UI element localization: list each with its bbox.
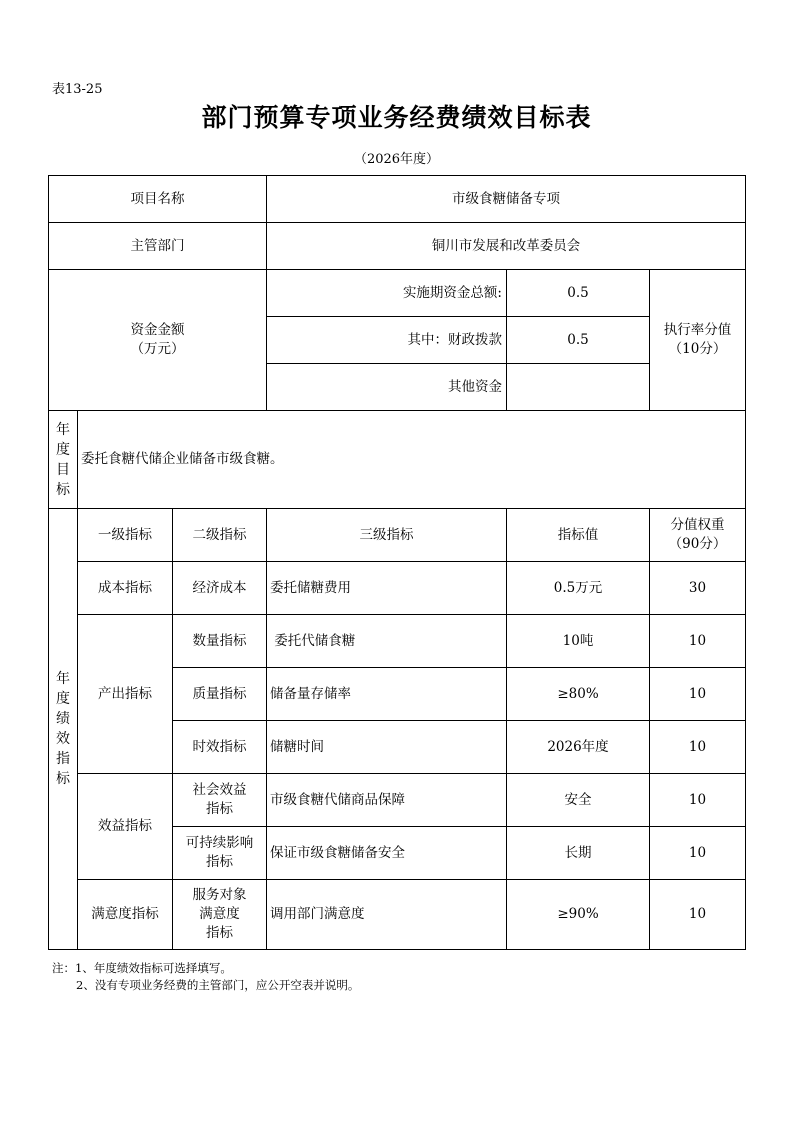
indicator-section-label: 年度绩效指标 [56, 671, 70, 787]
funds-label: 资金金额 [130, 322, 185, 339]
benefit-l2-line2: 指标 [206, 801, 233, 817]
benefit-weight: 10 [650, 827, 746, 880]
project-name-value: 市级食糖储备专项 [267, 176, 746, 223]
satisfaction-l3: 调用部门满意度 [267, 880, 507, 950]
output-weight: 10 [650, 615, 746, 668]
total-funds-value: 0.5 [507, 270, 650, 317]
exec-rate-cell [650, 270, 746, 411]
benefit-l2-line1: 可持续影响 [185, 835, 254, 852]
footnote-2: 2、没有专项业务经费的主管部门，应公开空表并说明。 [76, 978, 360, 992]
year-label: （2026年度） [353, 152, 440, 167]
table-row [49, 615, 746, 668]
output-l2: 时效指标 [173, 721, 267, 774]
benefit-l3: 保证市级食糖储备安全 [267, 827, 507, 880]
annual-goal-text: 委托食糖代储企业储备市级食糖。 [78, 411, 746, 509]
header-weight: 分值权重 [670, 517, 725, 534]
output-value: 10吨 [507, 615, 650, 668]
performance-goal-table [48, 175, 746, 950]
table-row [49, 774, 746, 827]
total-funds-label: 实施期资金总额: [267, 270, 507, 317]
benefit-l3: 市级食糖代储商品保障 [267, 774, 507, 827]
output-l3: 委托代储食糖 [267, 615, 507, 668]
output-l3: 储备量存储率 [267, 668, 507, 721]
satisfaction-l2-line1: 服务对象 [192, 887, 247, 904]
funds-unit: （万元） [130, 341, 185, 357]
output-value: 2026年度 [507, 721, 650, 774]
table-row [49, 880, 746, 950]
satisfaction-l2-line2: 满意度 [199, 906, 240, 923]
annual-goal-label-cell [49, 411, 78, 509]
benefit-l2-cell [173, 827, 267, 880]
other-funds-value [507, 364, 650, 411]
benefit-indicator-label: 效益指标 [78, 774, 173, 880]
benefit-l2-cell [173, 774, 267, 827]
page-title: 部门预算专项业务经费绩效目标表 [201, 103, 592, 132]
cost-value: 0.5万元 [507, 562, 650, 615]
benefit-weight: 10 [650, 774, 746, 827]
benefit-value: 安全 [507, 774, 650, 827]
footnotes [52, 960, 359, 994]
header-weight-total: （90分） [668, 536, 727, 552]
table-number: 表13-25 [52, 82, 103, 97]
exec-rate-label: 执行率分值 [663, 322, 732, 339]
output-weight: 10 [650, 668, 746, 721]
cost-l2: 经济成本 [173, 562, 267, 615]
benefit-value: 长期 [507, 827, 650, 880]
footnote-1: 注：1、年度绩效指标可选择填写。 [52, 961, 232, 975]
exec-rate-score: （10分） [668, 341, 727, 357]
indicator-section-cell [49, 509, 78, 950]
other-funds-label: 其他资金 [267, 364, 507, 411]
header-level3: 三级指标 [267, 509, 507, 562]
output-value: ≥80% [507, 668, 650, 721]
header-weight-cell [650, 509, 746, 562]
cost-weight: 30 [650, 562, 746, 615]
header-value: 指标值 [507, 509, 650, 562]
department-value: 铜川市发展和改革委员会 [267, 223, 746, 270]
output-indicator-label: 产出指标 [78, 615, 173, 774]
department-row [49, 223, 746, 270]
fiscal-funds-value: 0.5 [507, 317, 650, 364]
output-l2: 质量指标 [173, 668, 267, 721]
table-row [49, 562, 746, 615]
satisfaction-l2-cell [173, 880, 267, 950]
satisfaction-value: ≥90% [507, 880, 650, 950]
benefit-l2-line2: 指标 [206, 854, 233, 870]
funds-total-row [49, 270, 746, 317]
satisfaction-indicator-label: 满意度指标 [78, 880, 173, 950]
output-l3: 储糖时间 [267, 721, 507, 774]
output-weight: 10 [650, 721, 746, 774]
cost-l3: 委托储糖费用 [267, 562, 507, 615]
satisfaction-l2-line3: 指标 [206, 924, 233, 941]
funds-label-cell [49, 270, 267, 411]
header-level2: 二级指标 [173, 509, 267, 562]
fiscal-funds-label: 其中：财政拨款 [267, 317, 507, 364]
header-level1: 一级指标 [78, 509, 173, 562]
project-name-label: 项目名称 [49, 176, 267, 223]
indicator-header-row [49, 509, 746, 562]
benefit-l2-line1: 社会效益 [192, 782, 247, 799]
output-l2: 数量指标 [173, 615, 267, 668]
annual-goal-row [49, 411, 746, 509]
annual-goal-label: 年度目标 [56, 421, 70, 498]
satisfaction-weight: 10 [650, 880, 746, 950]
department-label: 主管部门 [49, 223, 267, 270]
project-row [49, 176, 746, 223]
cost-indicator-label: 成本指标 [78, 562, 173, 615]
